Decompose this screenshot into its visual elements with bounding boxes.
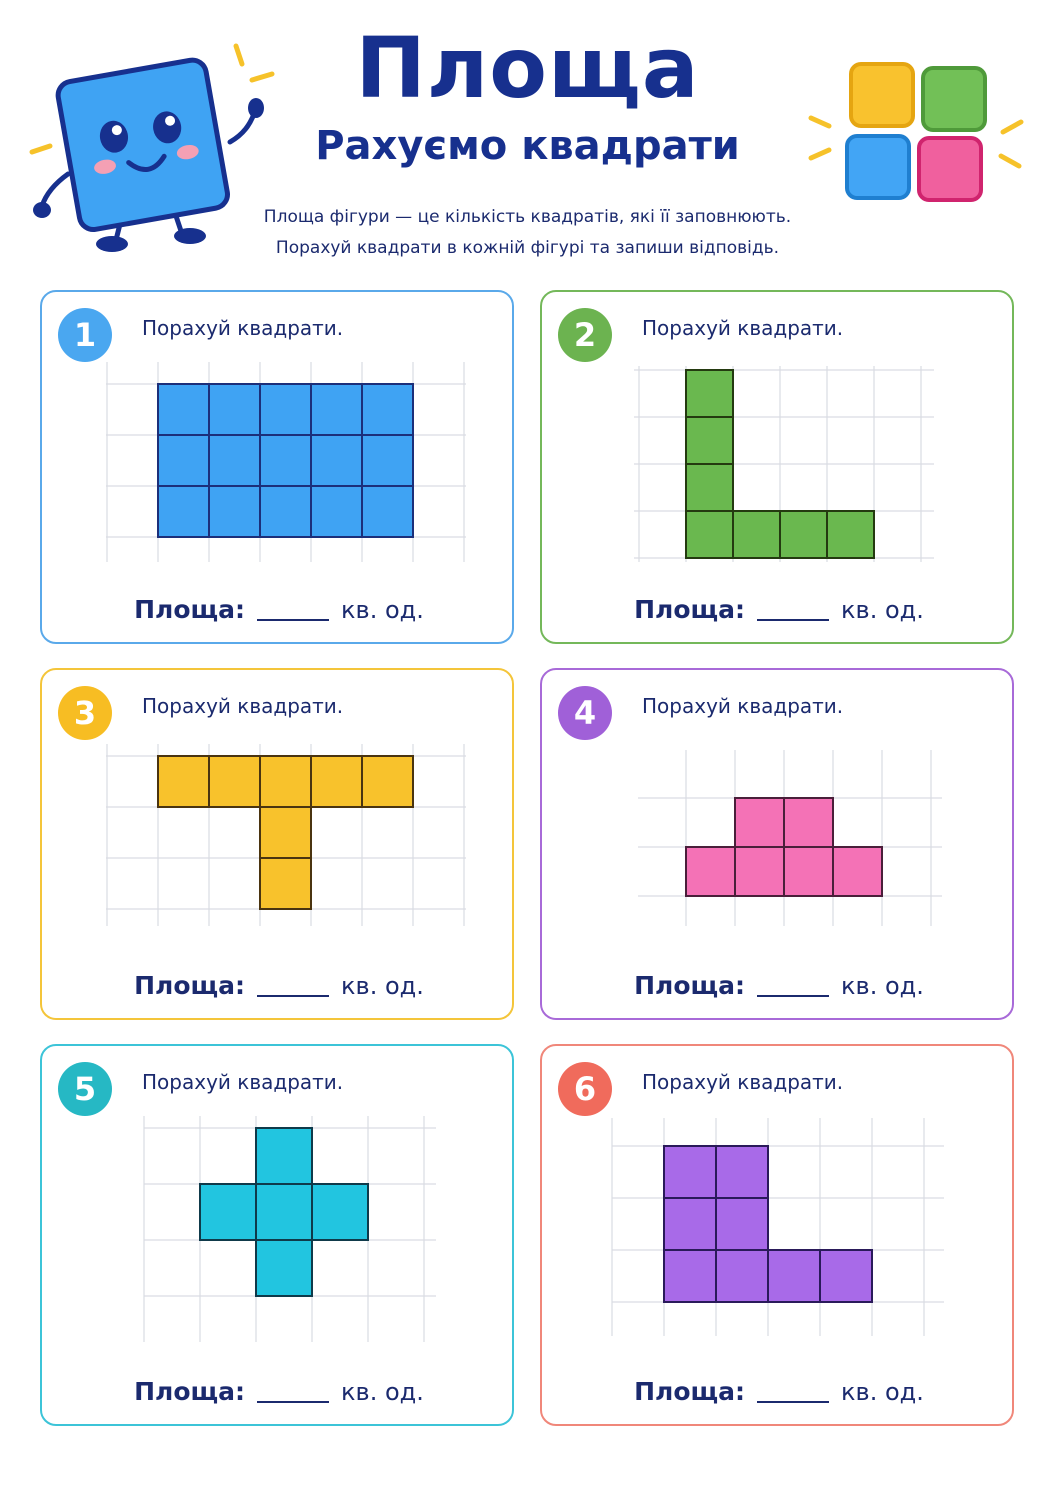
answer-blank[interactable] [757, 615, 829, 621]
shape-square [311, 486, 362, 537]
area-answer-row [542, 971, 1016, 1000]
area-unit: кв. од. [841, 596, 924, 624]
intro-line: Площа фігури — це кількість квадратів, які її заповнюють. [263, 207, 792, 227]
shape-square [664, 1146, 716, 1198]
shape-square [260, 486, 311, 537]
shape-square [260, 807, 311, 858]
shape-square [256, 1128, 312, 1184]
shape-square [158, 435, 209, 486]
page-title: Площа [355, 19, 700, 117]
square-grid [542, 292, 1016, 646]
area-label: Площа: [634, 1377, 746, 1406]
task-number-badge: 5 [58, 1062, 112, 1116]
shape-square [260, 384, 311, 435]
shape-square [158, 384, 209, 435]
area-unit: кв. од. [341, 1378, 424, 1406]
shape-square [158, 756, 209, 807]
task-prompt: Порахуй квадрати. [642, 694, 844, 718]
shape-square [833, 847, 882, 896]
shape-square [780, 511, 827, 558]
task-prompt: Порахуй квадрати. [142, 316, 344, 340]
area-label: Площа: [134, 595, 246, 624]
shape-square [158, 486, 209, 537]
shape-square [311, 756, 362, 807]
answer-blank[interactable] [257, 1397, 329, 1403]
shape-square [256, 1240, 312, 1296]
task-prompt: Порахуй квадрати. [642, 316, 844, 340]
shape-square [686, 847, 735, 896]
task-number-badge: 4 [558, 686, 612, 740]
area-unit: кв. од. [341, 972, 424, 1000]
shape-square [820, 1250, 872, 1302]
square-grid [42, 292, 516, 646]
shape-square [362, 756, 413, 807]
shape-square [686, 370, 733, 417]
answer-blank[interactable] [757, 1397, 829, 1403]
shape-square [784, 847, 833, 896]
task-prompt: Порахуй квадрати. [142, 694, 344, 718]
shape-square [362, 486, 413, 537]
shape-square [260, 435, 311, 486]
page-subtitle: Рахуємо квадрати [315, 123, 740, 169]
shape-square [209, 384, 260, 435]
shape-square [362, 384, 413, 435]
task-card-1 [40, 290, 514, 644]
area-label: Площа: [134, 971, 246, 1000]
square-grid [542, 670, 1016, 1022]
area-label: Площа: [634, 971, 746, 1000]
shape-square [686, 464, 733, 511]
task-card-6 [540, 1044, 1014, 1426]
shape-square [200, 1184, 256, 1240]
area-unit: кв. од. [341, 596, 424, 624]
task-card-4 [540, 668, 1014, 1020]
shape-square [362, 435, 413, 486]
shape-square [827, 511, 874, 558]
answer-blank[interactable] [757, 991, 829, 997]
area-answer-row [542, 1377, 1016, 1406]
task-prompt: Порахуй квадрати. [142, 1070, 344, 1094]
intro-line: Порахуй квадрати в кожній фігурі та запиши відповідь. [275, 238, 780, 258]
answer-blank[interactable] [257, 991, 329, 997]
square-grid [42, 1046, 516, 1428]
area-label: Площа: [634, 595, 746, 624]
shape-square [735, 798, 784, 847]
area-unit: кв. од. [841, 1378, 924, 1406]
task-prompt: Порахуй квадрати. [642, 1070, 844, 1094]
shape-square [784, 798, 833, 847]
task-number-badge: 1 [58, 308, 112, 362]
task-number-badge: 2 [558, 308, 612, 362]
area-unit: кв. од. [841, 972, 924, 1000]
shape-square [311, 384, 362, 435]
shape-square [716, 1146, 768, 1198]
shape-square [256, 1184, 312, 1240]
answer-blank[interactable] [257, 615, 329, 621]
square-grid [542, 1046, 1016, 1428]
shape-square [209, 756, 260, 807]
task-card-5 [40, 1044, 514, 1426]
shape-square [312, 1184, 368, 1240]
task-card-2 [540, 290, 1014, 644]
area-answer-row [42, 1377, 516, 1406]
area-answer-row [542, 595, 1016, 624]
shape-square [716, 1198, 768, 1250]
square-grid [42, 670, 516, 1022]
shape-square [733, 511, 780, 558]
area-answer-row [42, 971, 516, 1000]
shape-square [664, 1250, 716, 1302]
shape-square [664, 1198, 716, 1250]
area-label: Площа: [134, 1377, 246, 1406]
task-card-3 [40, 668, 514, 1020]
shape-square [209, 435, 260, 486]
shape-square [311, 435, 362, 486]
shape-square [260, 858, 311, 909]
shape-square [686, 511, 733, 558]
area-answer-row [42, 595, 516, 624]
shape-square [260, 756, 311, 807]
shape-square [735, 847, 784, 896]
shape-square [686, 417, 733, 464]
shape-square [768, 1250, 820, 1302]
task-number-badge: 3 [58, 686, 112, 740]
shape-square [209, 486, 260, 537]
shape-square [716, 1250, 768, 1302]
task-number-badge: 6 [558, 1062, 612, 1116]
intro-text [0, 202, 1055, 264]
